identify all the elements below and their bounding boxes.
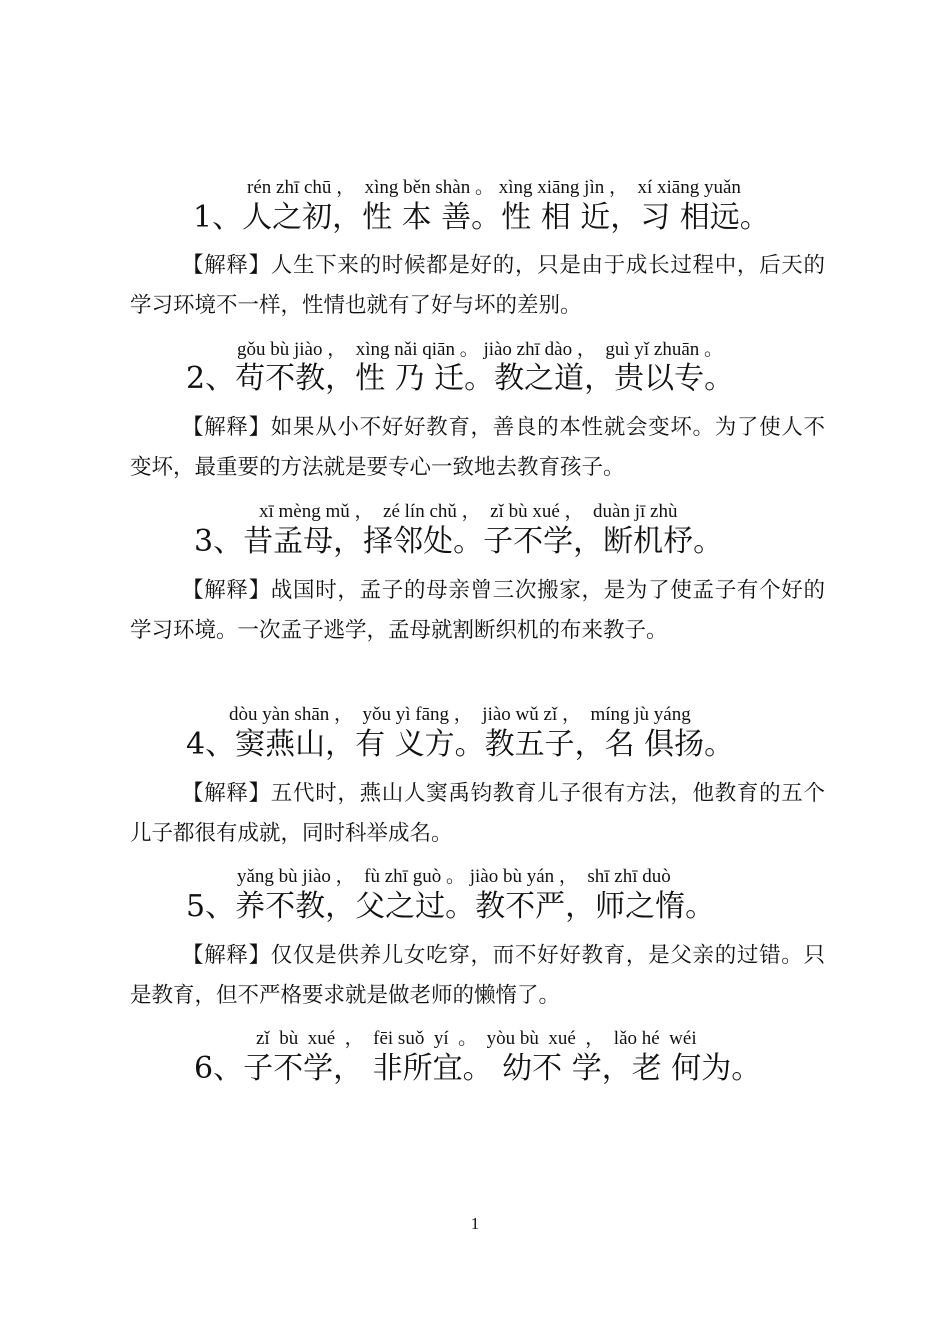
page-number: 1	[470, 1214, 480, 1233]
verse-5-pinyin: yǎng bù jiào ， fù zhī guò 。 jiào bù yán ， shī zhī duò	[237, 866, 671, 887]
verse-4-explanation	[130, 774, 825, 854]
verse-1-explanation	[130, 246, 825, 326]
explanation-label: 【解释】	[182, 781, 271, 806]
explanation-text: 如果从小不好好教育，善良的本性就会变坏。为了使人不变坏，最重要的方法就是要专心一致地去教育孩子。	[130, 415, 825, 480]
verse-6-pinyin: zǐ bù xué ， fēi suǒ yí 。 yòu bù xué ， lǎo hé wéi	[256, 1028, 697, 1049]
verse-2-pinyin: gǒu bù jiào ， xìng nǎi qiān 。 jiào zhī dào ， guì yǐ zhuān 。	[237, 339, 724, 360]
verse-3-explanation	[130, 571, 825, 651]
verse-4-pinyin: dòu yàn shān ， yǒu yì fāng ， jiào wǔ zǐ ， míng jù yáng	[229, 704, 691, 725]
explanation-text: 战国时，孟子的母亲曾三次搬家，是为了使孟子有个好的学习环境。一次孟子逃学，孟母就割断织机的布来教子。	[130, 578, 825, 643]
verse-3-pinyin: xī mèng mǔ ， zé lín chǔ ， zǐ bù xué ， duàn jī zhù	[259, 501, 678, 522]
explanation-text: 五代时，燕山人窦禹钧教育儿子很有方法，他教育的五个儿子都很有成就，同时科举成名。	[130, 781, 825, 846]
verse-6-text: 6、子不学， 非所宜。 幼不 学，老 何为。	[194, 1051, 762, 1086]
explanation-label: 【解释】	[182, 415, 271, 440]
explanation-text: 人生下来的时候都是好的，只是由于成长过程中，后天的学习环境不一样，性情也就有了好与坏的差别。	[130, 253, 825, 318]
verse-5-explanation	[130, 936, 825, 1016]
verse-3-text: 3、昔孟母，择邻处。子不学，断机杼。	[194, 524, 724, 559]
verse-2-text: 2、苟不教，性 乃 迁。教之道，贵以专。	[186, 361, 735, 396]
verse-1-text: 1、人之初，性 本 善。性 相 近，习 相远。	[193, 200, 770, 235]
explanation-label: 【解释】	[182, 943, 271, 968]
explanation-label: 【解释】	[182, 578, 271, 603]
explanation-label: 【解释】	[182, 253, 271, 278]
verse-4-text: 4、窦燕山，有 义方。教五子，名 俱扬。	[186, 727, 735, 762]
verse-5-text: 5、养不教，父之过。教不严，师之惰。	[186, 889, 716, 924]
explanation-text: 仅仅是供养儿女吃穿，而不好好教育，是父亲的过错。只是教育，但不严格要求就是做老师的懒惰了。	[130, 943, 825, 1008]
verse-2-explanation	[130, 408, 825, 488]
verse-1-pinyin: rén zhī chū ， xìng běn shàn 。 xìng xiāng jìn ， xí xiāng yuǎn	[247, 177, 741, 198]
